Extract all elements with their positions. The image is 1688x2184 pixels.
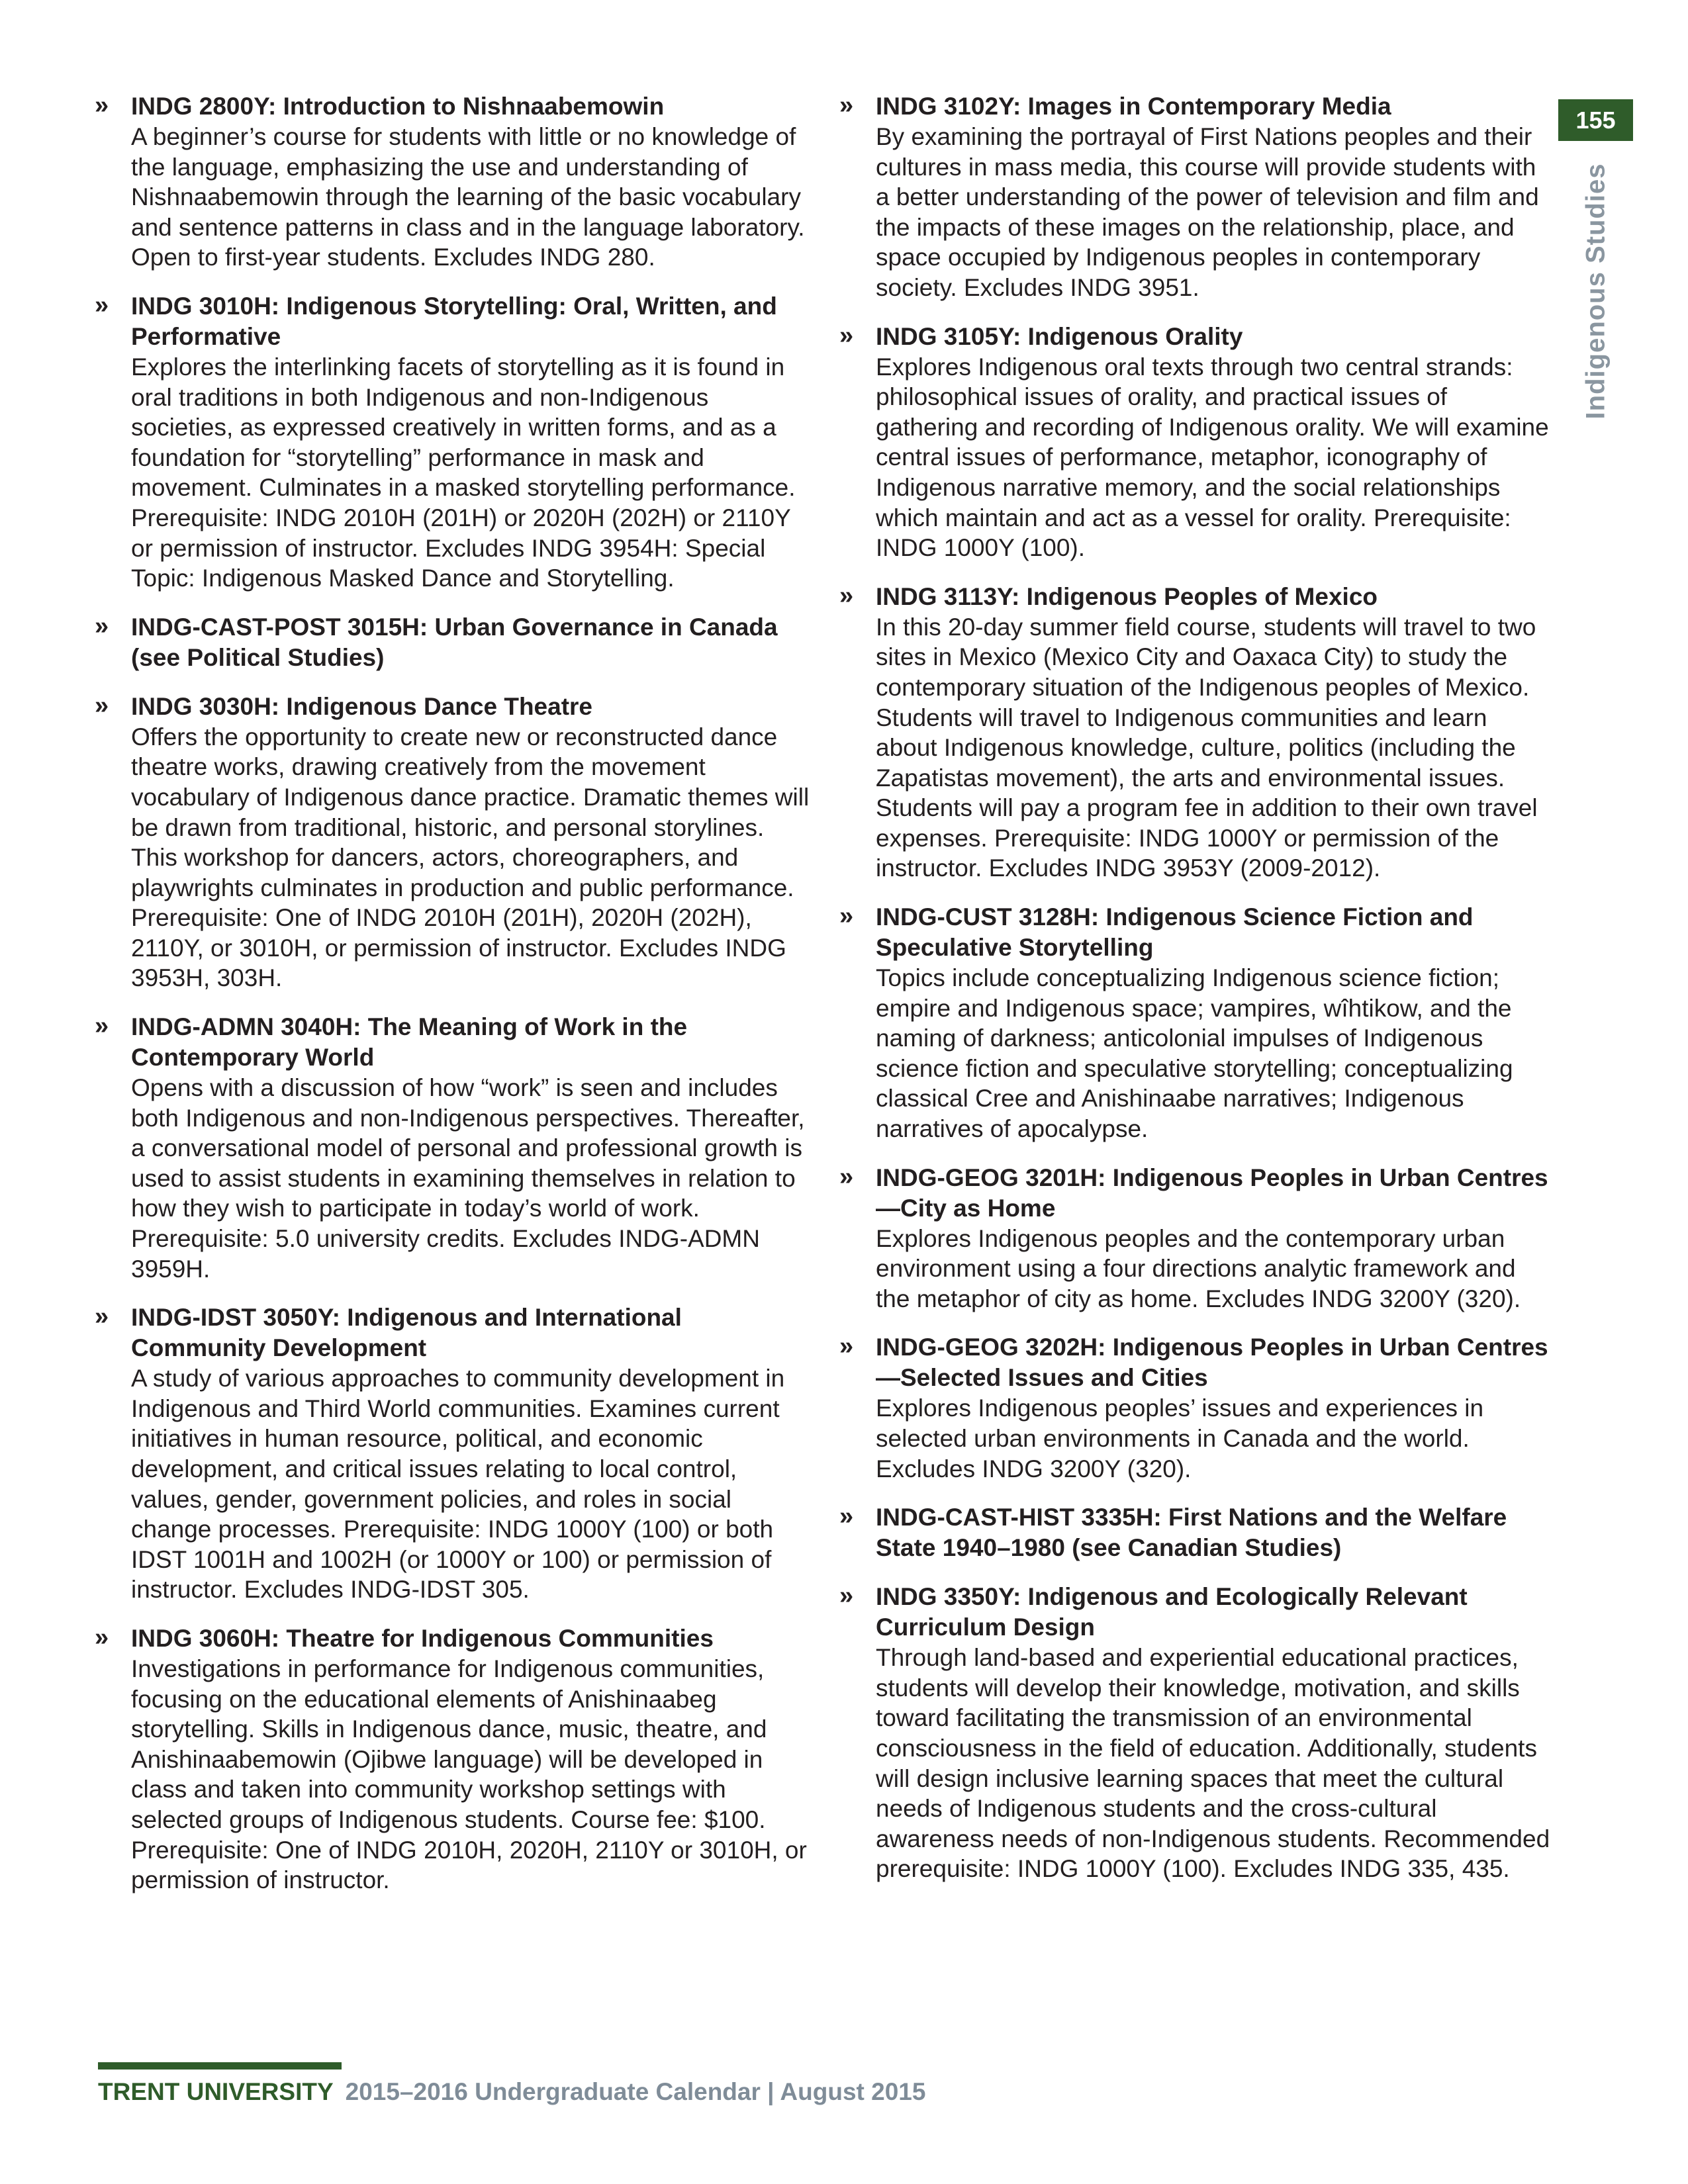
page-footer bbox=[98, 2078, 925, 2106]
course-description: A beginner’s course for students with little or no knowledge of the language, emphasizing the use and understanding of Nishnaabemowin through the learning of the basic vocabulary and sentence patterns in class and in the language laboratory. Open to first-year students. Excludes INDG 280. bbox=[131, 123, 805, 271]
course-title: INDG-CAST-HIST 3335H: First Nations and the Welfare State 1940–1980 (see Canadian Studies) bbox=[876, 1504, 1507, 1562]
bullet-marker: » bbox=[839, 1332, 854, 1361]
course-title: INDG 3010H: Indigenous Storytelling: Oral, Written, and Performative bbox=[131, 292, 777, 350]
page-number-badge: 155 bbox=[1558, 99, 1633, 141]
bullet-marker: » bbox=[95, 291, 109, 319]
course-title: INDG 3113Y: Indigenous Peoples of Mexico bbox=[876, 582, 1378, 610]
course-title: INDG-GEOG 3202H: Indigenous Peoples in Urban Centres—Selected Issues and Cities bbox=[876, 1334, 1548, 1392]
course-title: INDG 3030H: Indigenous Dance Theatre bbox=[131, 692, 593, 720]
course-entry bbox=[839, 1332, 1554, 1484]
course-description: Offers the opportunity to create new or reconstructed dance theatre works, drawing creatively from the movement vocabulary of Indigenous dance practice. Dramatic themes will be drawn from traditional, historic, and personal storylines. This workshop for dancers, actors, choreographers, and playwrights culminates in production and public performance. Prerequisite: One of INDG 2010H (201H), 2020H (202H), 2110Y, or 3010H, or permission of instructor. Excludes INDG 3953H, 303H. bbox=[131, 723, 810, 992]
bullet-marker: » bbox=[839, 1582, 854, 1610]
course-entry bbox=[839, 1582, 1554, 1884]
course-entry bbox=[95, 91, 810, 273]
course-title: INDG-IDST 3050Y: Indigenous and International Community Development bbox=[131, 1304, 682, 1362]
course-description: Investigations in performance for Indigenous communities, focusing on the educational elements of Anishinaabeg storytelling. Skills in Indigenous dance, music, theatre, and Anishinaabemowin (Ojibwe language) will be developed in class and taken into community workshop settings with selected groups of Indigenous students. Course fee: $100. Prerequisite: One of INDG 2010H, 2020H, 2110Y or 3010H, or permission of instructor. bbox=[131, 1655, 807, 1894]
right-column bbox=[839, 91, 1554, 1903]
course-title: INDG 2800Y: Introduction to Nishnaabemowin bbox=[131, 93, 665, 120]
footer-university: TRENT UNIVERSITY bbox=[98, 2078, 334, 2105]
footer-rule bbox=[98, 2062, 342, 2070]
bullet-marker: » bbox=[95, 91, 109, 119]
bullet-marker: » bbox=[839, 1162, 854, 1191]
course-title: INDG-GEOG 3201H: Indigenous Peoples in Urban Centres—City as Home bbox=[876, 1163, 1548, 1222]
left-column bbox=[95, 91, 810, 1914]
bullet-marker: » bbox=[95, 1012, 109, 1040]
course-entry bbox=[95, 692, 810, 993]
bullet-marker: » bbox=[95, 1623, 109, 1651]
course-description: Explores Indigenous peoples and the contemporary urban environment using a four directions analytic framework and the metaphor of city as home. Excludes INDG 3200Y (320). bbox=[876, 1224, 1521, 1312]
course-description: Opens with a discussion of how “work” is seen and includes both Indigenous and non-Indigenous perspectives. Thereafter, a conversational model of personal and professional growth is used to assist students in examining themselves in relation to how they wish to participate in today’s world of work. Prerequisite: 5.0 university credits. Excludes INDG-ADMN 3959H. bbox=[131, 1074, 805, 1283]
course-title: INDG 3350Y: Indigenous and Ecologically Relevant Curriculum Design bbox=[876, 1583, 1468, 1641]
section-label-text: Indigenous Studies bbox=[1581, 163, 1610, 420]
section-side-label bbox=[1558, 163, 1634, 420]
course-description: Explores Indigenous oral texts through two central strands: philosophical issues of orality, and practical issues of gathering and recording of Indigenous orality. We will examine central issues of performance, metaphor, iconography of Indigenous narrative memory, and the social relationships which maintain and act as a vessel for orality. Prerequisite: INDG 1000Y (100). bbox=[876, 353, 1549, 562]
course-description: In this 20-day summer field course, students will travel to two sites in Mexico (Mexico City and Oaxaca City) to study the contemporary situation of the Indigenous peoples of Mexico. Students will travel to Indigenous communities and learn about Indigenous knowledge, culture, politics (including the Zapatistas movement), the arts and environmental issues. Students will pay a program fee in addition to their own travel expenses. Prerequisite: INDG 1000Y or permission of the instructor. Excludes INDG 3953Y (2009-2012). bbox=[876, 613, 1538, 882]
course-description: Explores the interlinking facets of storytelling as it is found in oral traditions in both Indigenous and non-Indigenous societies, as expressed creatively in written forms, and as a foundation for “storytelling” performance in mask and movement. Culminates in a masked storytelling performance. Prerequisite: INDG 2010H (201H) or 2020H (202H) or 2110Y or permission of instructor. Excludes INDG 3954H: Special Topic: Indigenous Masked Dance and Storytelling. bbox=[131, 353, 796, 592]
course-description: Through land-based and experiential educational practices, students will develop their knowledge, motivation, and skills toward facilitating the transmission of an environmental consciousness in the field of education. Additionally, students will design inclusive learning spaces that meet the cultural needs of Indigenous students and the cross-cultural awareness needs of non-Indigenous students. Recommended prerequisite: INDG 1000Y (100). Excludes INDG 335, 435. bbox=[876, 1644, 1550, 1883]
course-entry bbox=[839, 582, 1554, 884]
course-entry bbox=[95, 291, 810, 594]
bullet-marker: » bbox=[95, 1302, 109, 1331]
bullet-marker: » bbox=[839, 91, 854, 119]
course-entry bbox=[839, 1163, 1554, 1314]
course-entry bbox=[95, 612, 810, 673]
course-title: INDG 3105Y: Indigenous Orality bbox=[876, 322, 1243, 350]
course-title: INDG 3060H: Theatre for Indigenous Communities bbox=[131, 1624, 714, 1652]
course-entry bbox=[95, 1623, 810, 1895]
course-title: INDG-CAST-POST 3015H: Urban Governance in Canada (see Political Studies) bbox=[131, 613, 778, 671]
course-title: INDG-ADMN 3040H: The Meaning of Work in the Contemporary World bbox=[131, 1013, 688, 1071]
course-title: INDG 3102Y: Images in Contemporary Media bbox=[876, 93, 1391, 120]
bullet-marker: » bbox=[839, 902, 854, 931]
course-entry bbox=[95, 1012, 810, 1284]
bullet-marker: » bbox=[95, 691, 109, 719]
bullet-marker: » bbox=[839, 1502, 854, 1531]
course-entry bbox=[839, 1502, 1554, 1563]
course-entry bbox=[839, 91, 1554, 303]
course-description: By examining the portrayal of First Nations peoples and their cultures in mass media, this course will provide students with a better understanding of the power of television and film and the impacts of these images on the relationship, place, and space occupied by Indigenous peoples in contemporary society. Excludes INDG 3951. bbox=[876, 123, 1539, 301]
footer-calendar-info: 2015–2016 Undergraduate Calendar | August 2015 bbox=[345, 2078, 926, 2105]
bullet-marker: » bbox=[95, 612, 109, 640]
course-description: A study of various approaches to community development in Indigenous and Third World communities. Examines current initiatives in human resource, political, and economic development, and critical issues relating to local control, values, gender, government policies, and roles in social change processes. Prerequisite: INDG 1000Y (100) or both IDST 1001H and 1002H (or 1000Y or 100) or permission of instructor. Excludes INDG-IDST 305. bbox=[131, 1365, 785, 1604]
course-entry bbox=[839, 902, 1554, 1144]
course-title: INDG-CUST 3128H: Indigenous Science Fiction and Speculative Storytelling bbox=[876, 903, 1474, 962]
bullet-marker: » bbox=[839, 581, 854, 610]
course-entry bbox=[95, 1302, 810, 1605]
bullet-marker: » bbox=[839, 321, 854, 349]
course-description: Explores Indigenous peoples’ issues and experiences in selected urban environments in Canada and the world. Excludes INDG 3200Y (320). bbox=[876, 1394, 1484, 1482]
course-entry bbox=[839, 322, 1554, 563]
course-description: Topics include conceptualizing Indigenous science fiction; empire and Indigenous space; vampires, wîhtikow, and the naming of darkness; anticolonial impulses of Indigenous science fiction and speculative storytelling; conceptualizing classical Cree and Anishinaabe narratives; Indigenous narratives of apocalypse. bbox=[876, 964, 1513, 1143]
